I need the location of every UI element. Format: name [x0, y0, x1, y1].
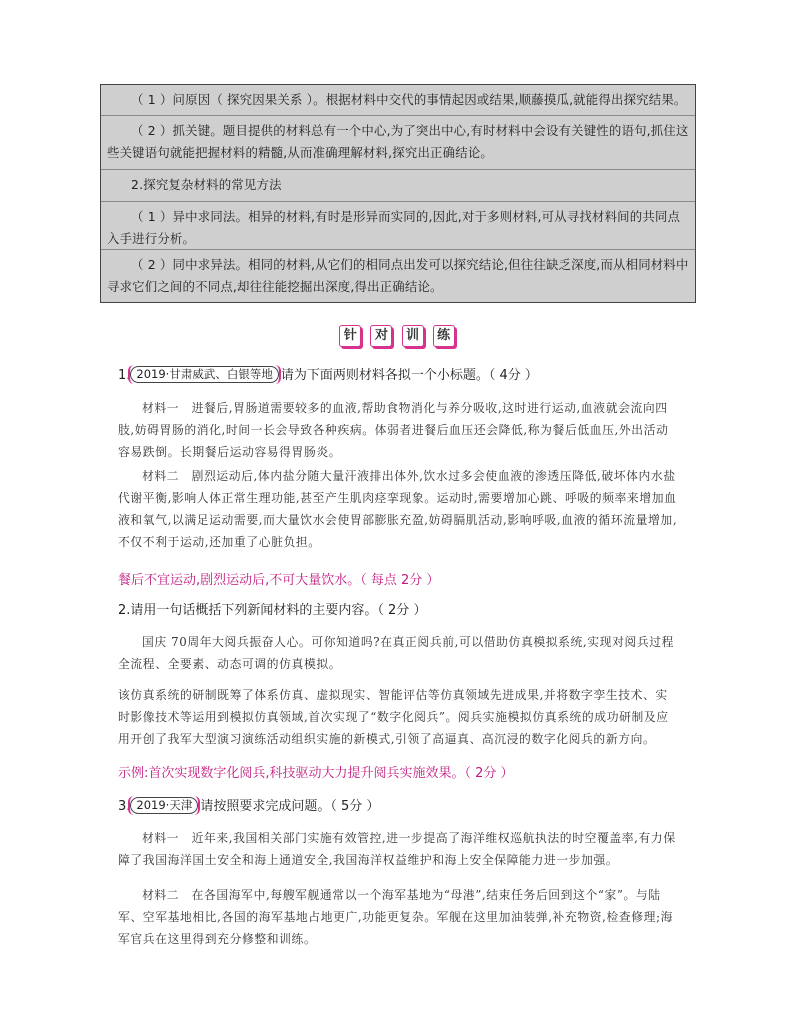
title-char: 训 — [402, 325, 424, 347]
q2-paragraph-2: 该仿真系统的研制既筹了体系仿真、虚拟现实、智能评估等仿真领域先进成果,并将数字孪生技术、实时影像技术等运用到模拟仿真领域,首次实现了“数字化阅兵”。阅兵实施模拟仿真系统的成功研制及应用开创了我军大型演习演练活动组织实施的新模式,引领了高逼真、高沉浸的数字化阅兵的新方向。 — [118, 688, 669, 746]
source-tag: 2019·天津 — [130, 797, 198, 814]
title-char: 针 — [339, 325, 361, 347]
q2-answer: 示例:首次实现数字化阅兵,科技驱动大力提升阅兵实施效果。（ 2分 ） — [118, 766, 514, 781]
question-prompt: 请按照要求完成问题。（ 5分 ） — [200, 799, 380, 814]
divider — [101, 115, 695, 116]
question-number: 2. — [118, 603, 131, 618]
question-prompt: 请为下面两则材料各拟一个小标题。（ 4分 ） — [280, 368, 538, 383]
q2-paragraph-1: 国庆 70周年大阅兵振奋人心。可你知道吗?在真正阅兵前,可以借助仿真模拟系统,实现对阅兵过程全流程、全要素、动态可调的仿真模拟。 — [118, 635, 675, 671]
title-char: 对 — [370, 325, 392, 347]
divider — [101, 169, 695, 170]
title-char: 练 — [433, 325, 455, 347]
q1-material-2: 材料二 剧烈运动后,体内盐分随大量汗液排出体外,饮水过多会使血液的渗透压降低,破坏体内水盐代谢平衡,影响人体正常生理功能,甚至产生肌肉痉挛现象。运动时,需要增加心跳、呼吸的频率来增加血液和氧气,以满足运动需要,而大量饮水会使胃部膨胀充盈,妨碍膈肌活动,影响呼吸,血液的循环流量增加,不仅不利于运动,还加重了心脏负担。 — [118, 469, 678, 549]
q1-material-1: 材料一 进餐后,胃肠道需要较多的血液,帮助食物消化与养分吸收,这时进行运动,血液就会流向四肢,妨碍胃肠的消化,时间一长会导致各种疾病。体弱者进餐后血压还会降低,称为餐后低血压,外出活动容易跌倒。长期餐后运动容易得胃肠炎。 — [118, 401, 669, 459]
method-heading: 2.探究复杂材料的常见方法 — [131, 177, 282, 192]
question-prompt: 请用一句话概括下列新闻材料的主要内容。（ 2分 ） — [130, 603, 427, 618]
question-number: 1. — [118, 368, 131, 383]
q3-material-1: 材料一 近年来,我国相关部门实施有效管控,进一步提高了海洋维权巡航执法的时空覆盖率,有力保障了我国海洋国土安全和海上通道安全,我国海洋权益维护和海上安全保障能力进一步加强。 — [118, 831, 676, 867]
training-title — [0, 324, 794, 347]
method-cause: （ 1 ）问原因（ 探究因果关系 ）。根据材料中交代的事情起因或结果,顺藤摸瓜,就能得出探究结果。 — [131, 92, 687, 107]
question-2 — [118, 601, 426, 621]
question-1 — [118, 366, 538, 386]
q3-material-2: 材料二 在各国海军中,每艘军舰通常以一个海军基地为“母港”,结束任务后回到这个“家”。与陆军、空军基地相比,各国的海军基地占地更广,功能更复杂。军舰在这里加油装弹,补充物资,检查修理;海军官兵在这里得到充分修整和训练。 — [118, 888, 674, 946]
question-number: 3. — [118, 799, 131, 814]
source-tag: 2019·甘肃威武、白银等地 — [130, 366, 278, 383]
method-same-diff: （ 2 ）同中求异法。相同的材料,从它们的相同点出发可以探究结论,但往往缺乏深度,而从相同材料中寻求它们之间的不同点,却往往能挖掘出深度,得出正确结论。 — [107, 257, 689, 294]
method-diff-same: （ 1 ）异中求同法。相异的材料,有时是形异而实同的,因此,对于多则材料,可从寻找材料间的共同点入手进行分析。 — [107, 209, 681, 246]
methods-box — [100, 84, 696, 303]
method-key: （ 2 ）抓关键。题目提供的材料总有一个中心,为了突出中心,有时材料中会设有关键性的语句,抓住这些关键语句就能把握材料的精髓,从而准确理解材料,探究出正确结论。 — [107, 123, 689, 160]
divider — [101, 201, 695, 202]
divider — [101, 249, 695, 250]
q1-answer: 餐后不宜运动,剧烈运动后,不可大量饮水。（ 每点 2分 ） — [118, 573, 440, 588]
question-3 — [118, 797, 379, 817]
